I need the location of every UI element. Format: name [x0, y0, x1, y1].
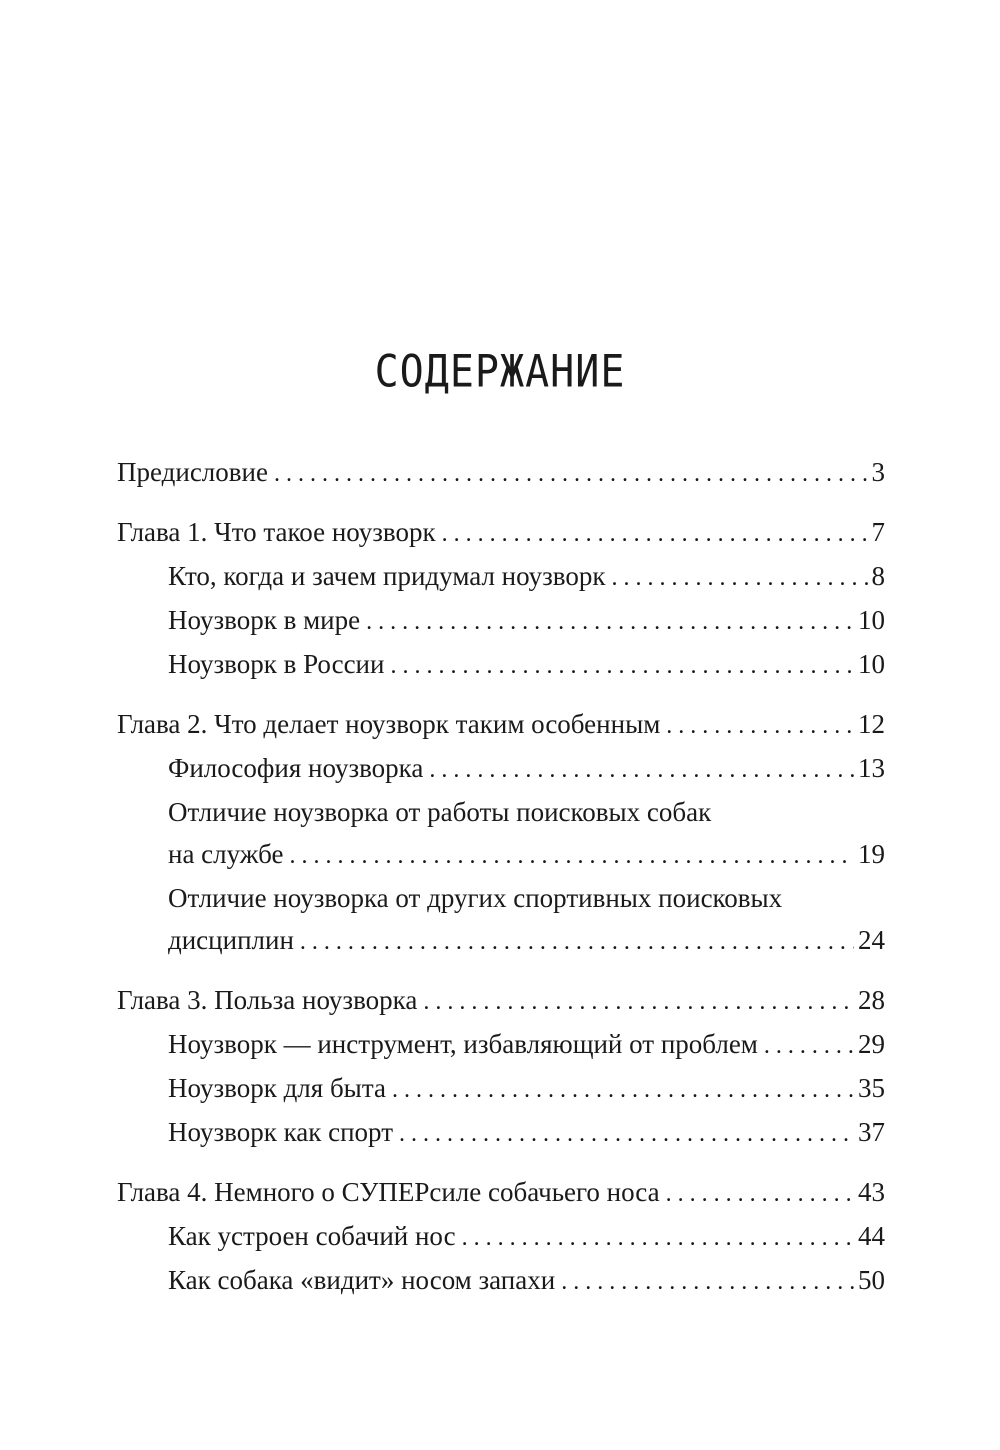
dot-leader — [274, 453, 868, 495]
toc-entry-2-1[interactable] — [117, 747, 885, 791]
dot-leader — [462, 1217, 854, 1259]
toc-entry-title: Глава 4. Немного о СУПЕРсиле собачьего носа — [117, 1177, 660, 1207]
toc-page-number: 3 — [871, 457, 885, 487]
toc-entry-4-1[interactable] — [117, 1215, 885, 1259]
toc-entry-title: Глава 1. Что такое ноузворк — [117, 517, 436, 547]
dot-leader — [764, 1025, 854, 1067]
toc-page-number: 7 — [871, 517, 885, 547]
toc-entry-preface[interactable] — [117, 451, 885, 495]
toc-page-number: 10 — [858, 605, 885, 635]
dot-leader — [289, 835, 854, 877]
toc-page-number: 44 — [858, 1221, 885, 1251]
dot-leader — [366, 601, 854, 643]
toc-entry-1-2[interactable] — [117, 599, 885, 643]
toc-entry-title: Ноузворк в мире — [168, 605, 361, 635]
toc-entry-chapter-4[interactable] — [117, 1171, 885, 1215]
toc-page-number: 29 — [858, 1029, 885, 1059]
toc-page-number: 50 — [858, 1265, 885, 1295]
toc-entry-3-2[interactable] — [117, 1067, 885, 1111]
dot-leader — [300, 921, 854, 963]
toc-entry-4-2[interactable] — [117, 1259, 885, 1303]
toc-entry-2-3-first-line[interactable]: Отличие ноузворка от других спортивных поисковых — [168, 883, 783, 913]
toc-entry-1-1[interactable] — [117, 555, 885, 599]
toc-entry-title: Философия ноузворка — [168, 753, 424, 783]
dot-leader — [423, 981, 854, 1023]
toc-page-number: 8 — [871, 561, 885, 591]
toc-entry-title: Кто, когда и зачем придумал ноузворк — [168, 561, 606, 591]
toc-entry-title: Предисловие — [117, 457, 268, 487]
toc-entry-title: Глава 3. Польза ноузворка — [117, 985, 418, 1015]
toc-page-number: 43 — [858, 1177, 885, 1207]
toc-page-number: 13 — [858, 753, 885, 783]
toc-page-number: 10 — [858, 649, 885, 679]
toc-page-number: 24 — [858, 925, 885, 955]
toc-entry-2-2-first-line[interactable]: Отличие ноузворка от работы поисковых собак — [168, 797, 712, 827]
dot-leader — [399, 1113, 854, 1155]
toc-entry-title: Ноузворк как спорт — [168, 1117, 394, 1147]
toc-entry-1-3[interactable] — [117, 643, 885, 687]
dot-leader — [611, 557, 867, 599]
toc-entry-2-2[interactable] — [117, 833, 885, 877]
toc-entry-title: Как устроен собачий нос — [168, 1221, 456, 1251]
toc-entry-title: дисциплин — [168, 925, 294, 955]
toc-page-number: 19 — [858, 839, 885, 869]
dot-leader — [392, 1069, 854, 1111]
toc-entry-chapter-3[interactable] — [117, 979, 885, 1023]
toc-entry-3-3[interactable] — [117, 1111, 885, 1155]
toc-entry-title: Как собака «видит» носом запахи — [168, 1265, 556, 1295]
dot-leader — [561, 1261, 854, 1303]
toc-entry-3-1[interactable] — [117, 1023, 885, 1067]
toc-entry-chapter-1[interactable] — [117, 511, 885, 555]
toc-entry-title: Глава 2. Что делает ноузворк таким особенным — [117, 709, 661, 739]
page-title: СОДЕРЖАНИЕ — [374, 346, 626, 398]
toc-page-number: 28 — [858, 985, 885, 1015]
toc-page-number: 12 — [858, 709, 885, 739]
toc-entry-title: Ноузворк в России — [168, 649, 385, 679]
toc-entry-2-3[interactable] — [117, 919, 885, 963]
toc-group-chapter-4 — [117, 1171, 885, 1303]
table-of-contents — [117, 451, 885, 1319]
toc-page-number: 37 — [858, 1117, 885, 1147]
toc-entry-chapter-2[interactable] — [117, 703, 885, 747]
dot-leader — [429, 749, 854, 791]
dot-leader — [666, 705, 854, 747]
toc-entry-title: Ноузворк для быта — [168, 1073, 386, 1103]
dot-leader — [666, 1173, 854, 1215]
toc-entry-title: на службе — [168, 839, 284, 869]
dot-leader — [390, 645, 854, 687]
toc-page-number: 35 — [858, 1073, 885, 1103]
dot-leader — [442, 513, 868, 555]
toc-group-chapter-2 — [117, 703, 885, 963]
toc-group-chapter-1 — [117, 511, 885, 687]
toc-entry-title: Ноузворк — инструмент, избавляющий от проблем — [168, 1029, 758, 1059]
toc-group-preface — [117, 451, 885, 495]
toc-group-chapter-3 — [117, 979, 885, 1155]
